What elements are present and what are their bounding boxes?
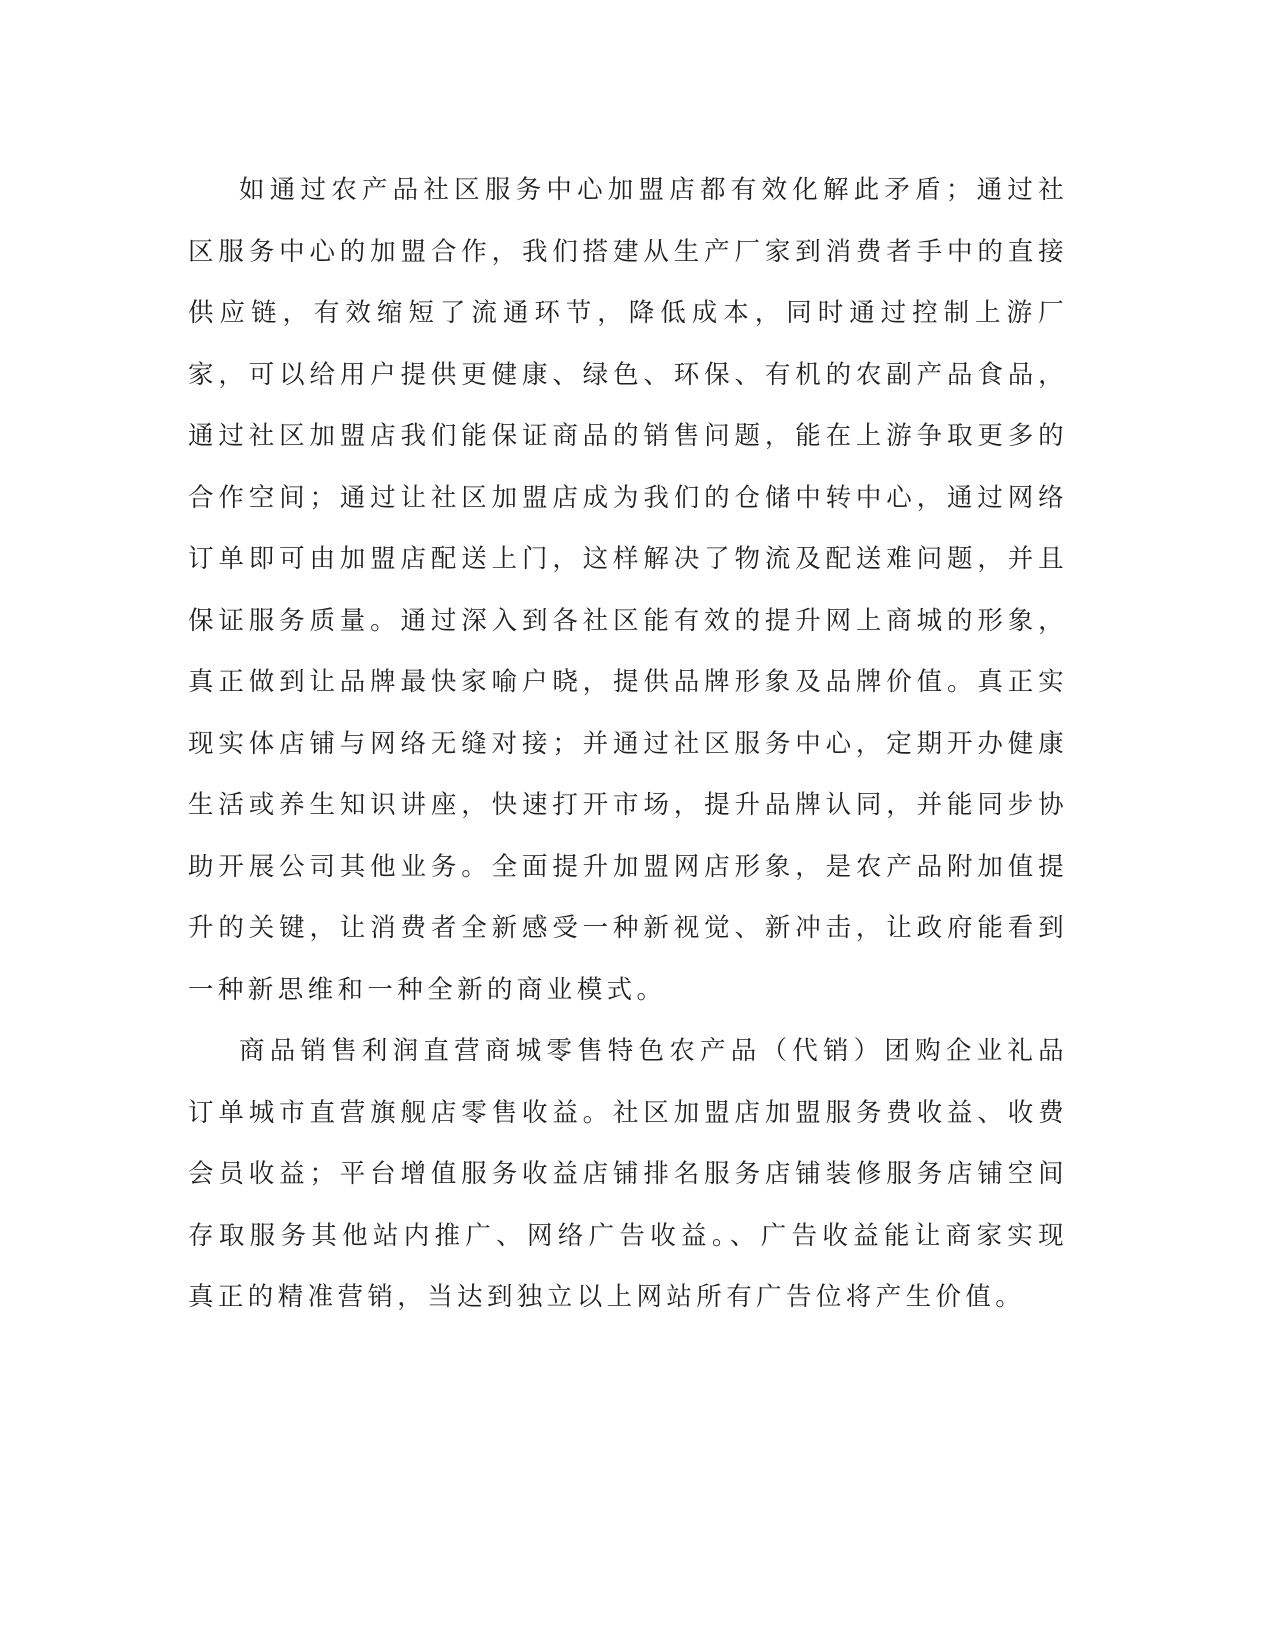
paragraph-franchise-model: 如通过农产品社区服务中心加盟店都有效化解此矛盾；通过社区服务中心的加盟合作，我们搭建从生产厂家到消费者手中的直接供应链，有效缩短了流通环节，降低成本，同时通过控制上游厂家，可以给用户提供更健康、绿色、环保、有机的农副产品食品，通过社区加盟店我们能保证商品的销售问题，能在上游争取更多的合作空间；通过让社区加盟店成为我们的仓储中转中心，通过网络订单即可由加盟店配送上门，这样解决了物流及配送难问题，并且保证服务质量。通过深入到各社区能有效的提升网上商城的形象，真正做到让品牌最快家喻户晓，提供品牌形象及品牌价值。真正实现实体店铺与网络无缝对接；并通过社区服务中心，定期开办健康生活或养生知识讲座，快速打开市场，提升品牌认同，并能同步协助开展公司其他业务。全面提升加盟网店形象，是农产品附加值提升的关键，让消费者全新感受一种新视觉、新冲击，让政府能看到一种新思维和一种全新的商业模式。 <box>188 175 1068 1005</box>
paragraph-revenue-sources: 商品销售利润直营商城零售特色农产品（代销）团购企业礼品订单城市直营旗舰店零售收益。社区加盟店加盟服务费收益、收费会员收益；平台增值服务收益店铺排名服务店铺装修服务店铺空间存取服务其他站内推广、网络广告收益。、广告收益能让商家实现真正的精准营销，当达到独立以上网站所有广告位将产生价值。 <box>188 1036 1068 1312</box>
document-body <box>188 160 1068 1329</box>
